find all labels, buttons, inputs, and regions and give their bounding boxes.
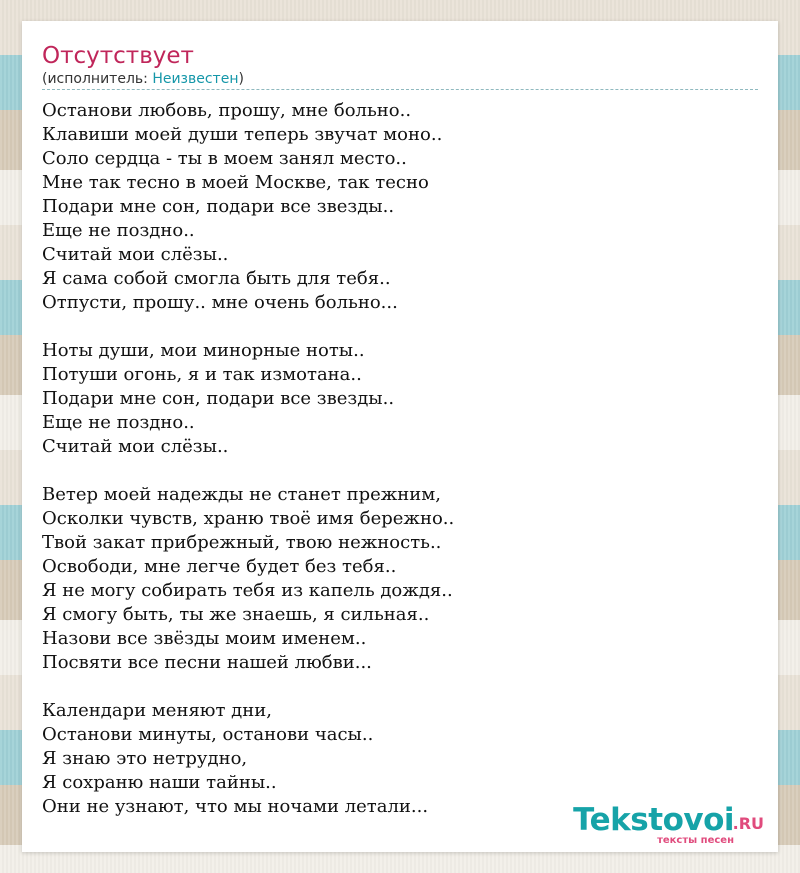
lyric-line: Подари мне сон, подари все звезды.. bbox=[42, 196, 395, 217]
lyric-line: Твой закат прибрежный, твою нежность.. bbox=[42, 532, 442, 553]
logo-wordmark: Tekstovoi bbox=[573, 802, 734, 838]
logo-domain: .RU bbox=[732, 814, 764, 833]
lyric-line: Клавиши моей души теперь звучат моно.. bbox=[42, 124, 443, 145]
site-logo[interactable] bbox=[550, 802, 770, 852]
lyric-line: Ветер моей надежды не станет прежним, bbox=[42, 484, 442, 505]
performer-suffix: ) bbox=[238, 71, 244, 87]
performer-prefix: (исполнитель: bbox=[42, 71, 153, 87]
lyric-line: Считай мои слёзы.. bbox=[42, 436, 229, 457]
logo-tagline: тексты песен bbox=[657, 835, 734, 846]
performer-link[interactable]: Неизвестен bbox=[152, 71, 239, 87]
lyric-line: Подари мне сон, подари все звезды.. bbox=[42, 388, 395, 409]
song-title: Отсутствует bbox=[42, 43, 194, 69]
lyrics-card bbox=[22, 21, 778, 852]
lyric-line: Мне так тесно в моей Москве, так тесно bbox=[42, 172, 429, 193]
lyric-line: Назови все звёзды моим именем.. bbox=[42, 628, 367, 649]
lyric-line: Я не могу собирать тебя из капель дождя.. bbox=[42, 580, 453, 601]
lyric-line: Останови минуты, останови часы.. bbox=[42, 724, 374, 745]
lyric-line: Они не узнают, что мы ночами летали... bbox=[42, 796, 429, 817]
lyric-line: Еще не поздно.. bbox=[42, 412, 195, 433]
lyric-line: Календари меняют дни, bbox=[42, 700, 272, 721]
lyric-line: Отпусти, прошу.. мне очень больно... bbox=[42, 292, 398, 313]
stanza-gap bbox=[42, 459, 758, 483]
lyric-line: Потуши огонь, я и так измотана.. bbox=[42, 364, 362, 385]
lyric-line: Считай мои слёзы.. bbox=[42, 244, 229, 265]
lyric-line: Останови любовь, прошу, мне больно.. bbox=[42, 100, 412, 121]
lyric-line: Осколки чувств, храню твоё имя бережно.. bbox=[42, 508, 455, 529]
lyrics-text bbox=[42, 99, 758, 819]
lyric-line: Ноты души, мои минорные ноты.. bbox=[42, 340, 365, 361]
lyric-line: Я знаю это нетрудно, bbox=[42, 748, 248, 769]
stanza-gap bbox=[42, 675, 758, 699]
title-divider bbox=[42, 89, 758, 90]
performer-line bbox=[42, 69, 244, 89]
lyric-line: Еще не поздно.. bbox=[42, 220, 195, 241]
lyric-line: Освободи, мне легче будет без тебя.. bbox=[42, 556, 397, 577]
lyric-line: Я смогу быть, ты же знаешь, я сильная.. bbox=[42, 604, 430, 625]
lyric-line: Посвяти все песни нашей любви... bbox=[42, 652, 372, 673]
lyric-line: Соло сердца - ты в моем занял место.. bbox=[42, 148, 407, 169]
stanza-gap bbox=[42, 315, 758, 339]
lyric-line: Я сохраню наши тайны.. bbox=[42, 772, 277, 793]
lyric-line: Я сама собой смогла быть для тебя.. bbox=[42, 268, 391, 289]
